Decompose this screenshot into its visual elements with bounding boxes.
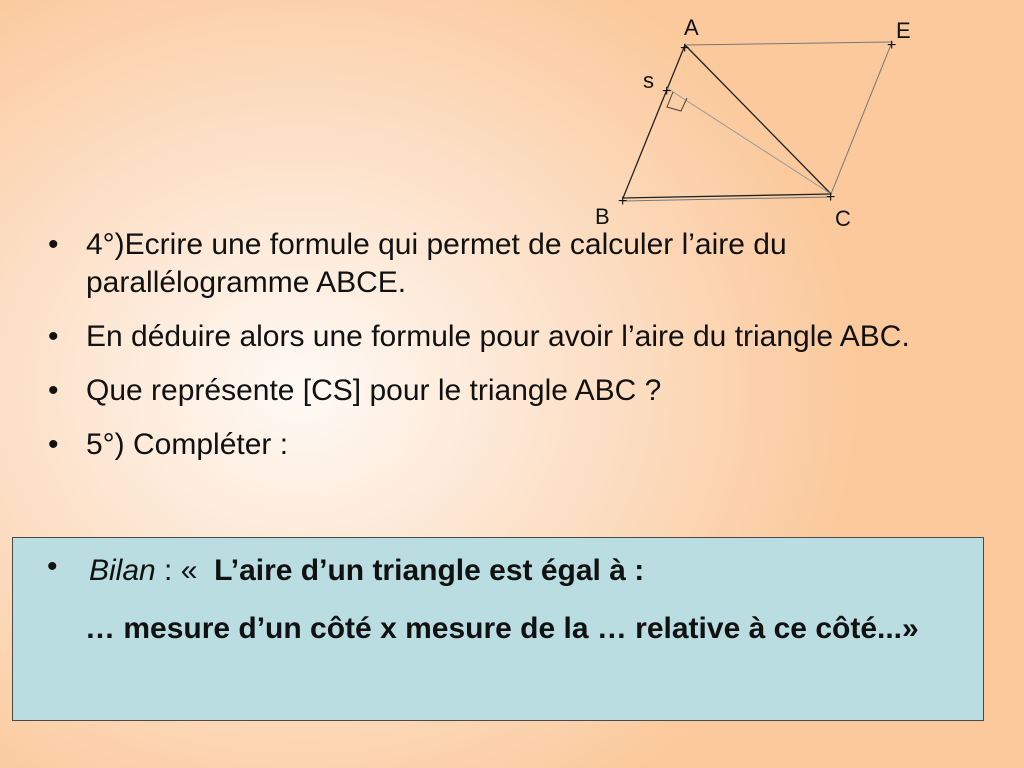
bullet-list: [44, 226, 984, 480]
point-marker-s: +: [662, 83, 672, 100]
bilan-statement-line: [89, 552, 644, 590]
segment-ae: [685, 42, 892, 45]
segment-ce: [831, 42, 892, 194]
point-marker-b: +: [618, 193, 628, 210]
segment-sc: [667, 88, 831, 194]
bilan-separator: : «: [155, 554, 215, 587]
bilan-label: Bilan: [89, 554, 156, 587]
bilan-box: [12, 537, 984, 721]
bullet-item: • Que représente [CS] pour le triangle ABC ?: [44, 372, 984, 410]
bullet-item: • En déduire alors une formule pour avoir l’aire du triangle ABC.: [44, 318, 984, 356]
point-marker-c: +: [826, 189, 836, 206]
bilan-completion: … mesure d’un côté x mesure de la … relative à ce côté...»: [85, 612, 919, 645]
label-c: C: [835, 206, 851, 231]
label-s: s: [643, 68, 654, 93]
label-a: A: [684, 15, 699, 40]
segment-ab: [623, 45, 685, 198]
bullet-item: • 4°)Ecrire une formule qui permet de calculer l’aire du parallélogramme ABCE.: [44, 226, 984, 302]
bullet-item: • 5°) Compléter :: [44, 426, 984, 464]
parallelogram-figure: [580, 8, 920, 238]
bilan-statement: L’aire d’un triangle est égal à :: [214, 554, 645, 587]
label-b: B: [595, 204, 610, 229]
label-e: E: [896, 18, 911, 43]
bilan-bullet: •: [47, 550, 58, 583]
point-marker-a: +: [680, 40, 690, 57]
point-marker-e: +: [887, 37, 897, 54]
segment-ac: [685, 45, 831, 194]
